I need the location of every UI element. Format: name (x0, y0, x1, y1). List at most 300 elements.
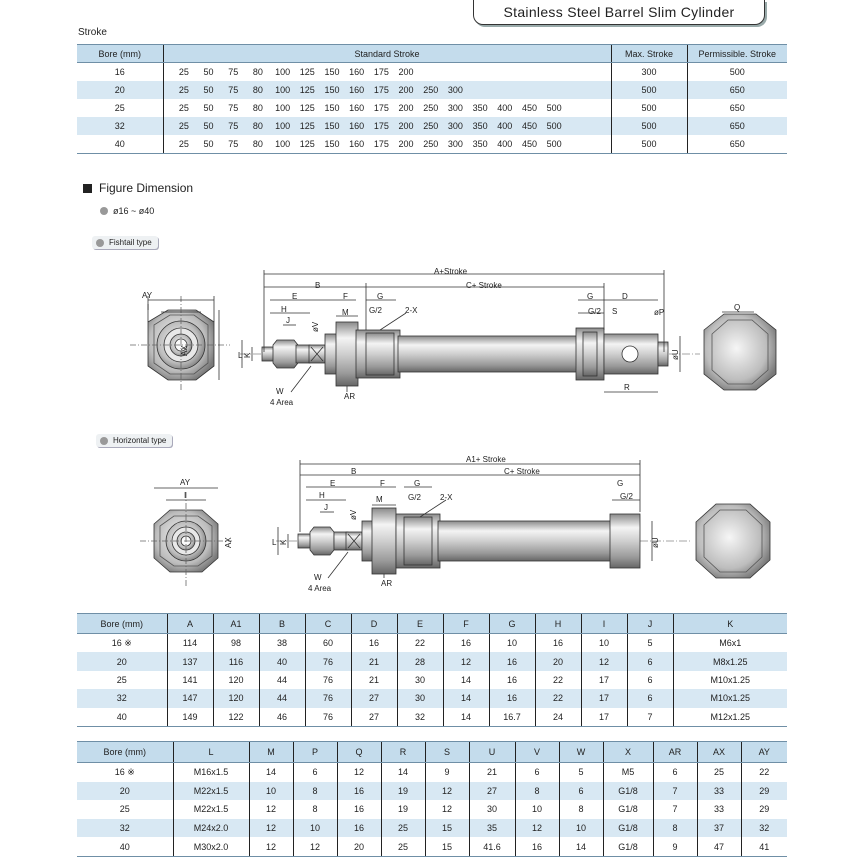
table-cell: 16 ※ (111, 637, 132, 648)
stroke-value: 125 (299, 85, 315, 95)
stroke-value: 80 (252, 103, 263, 113)
label-B: B (315, 281, 321, 290)
stroke-value: 200 (398, 139, 414, 149)
table-cell: 10 (489, 634, 535, 653)
table-cell: 27 (469, 782, 515, 801)
label-R: R (624, 383, 630, 392)
label-M: M (342, 308, 349, 317)
stroke-value: 450 (521, 121, 537, 131)
table-cell: 22 (535, 689, 581, 707)
table-cell: M10x1.25 (673, 689, 787, 707)
table-cell: 76 (305, 671, 351, 689)
stroke-value: 50 (203, 67, 214, 77)
max-stroke-cell: 500 (611, 117, 687, 135)
header-cell-2: M (249, 742, 293, 763)
stroke-value: 150 (324, 67, 340, 77)
table-cell: 29 (741, 800, 787, 819)
stroke-value: 80 (252, 139, 263, 149)
table-cell: 28 (397, 652, 443, 670)
header-cell-8: V (515, 742, 559, 763)
stroke-value: 125 (299, 103, 315, 113)
table-cell: 20 (116, 656, 127, 667)
label-K: K (243, 352, 252, 358)
table-cell: 17 (581, 708, 627, 727)
stroke-value: 250 (423, 103, 439, 113)
fishtail-rear-end-view (704, 312, 776, 390)
label-G-h: G (414, 479, 421, 488)
table-cell: 14 (443, 708, 489, 727)
stroke-value: 250 (423, 85, 439, 95)
table-row (77, 782, 787, 801)
stroke-value: 25 (178, 85, 189, 95)
table-cell: 32 (116, 693, 127, 704)
stroke-value: 200 (398, 121, 414, 131)
table-cell: 21 (351, 652, 397, 670)
table-cell: 76 (305, 689, 351, 707)
table-cell: 16.7 (489, 708, 535, 727)
label-a-plus-stroke: A+Stroke (434, 267, 468, 276)
stroke-value: 350 (472, 139, 488, 149)
stroke-value: 250 (423, 139, 439, 149)
stroke-value: 50 (203, 103, 214, 113)
header-cell-9: H (535, 614, 581, 634)
table-cell: 141 (167, 671, 213, 689)
label-H: H (281, 305, 287, 314)
bore-cell: 16 (114, 67, 125, 77)
table-cell: 7 (627, 708, 673, 727)
stroke-value: 125 (299, 139, 315, 149)
stroke-value: 300 (447, 121, 463, 131)
label-K-h: K (279, 539, 288, 545)
page-title: Stainless Steel Barrel Slim Cylinder (473, 0, 765, 25)
stroke-value: 400 (497, 121, 513, 131)
table-cell: 24 (535, 708, 581, 727)
stroke-value: 25 (178, 103, 189, 113)
label-M-h: M (376, 495, 383, 504)
stroke-value: 450 (521, 139, 537, 149)
table-cell: 25 (116, 674, 127, 685)
dimension-table-1 (77, 613, 787, 727)
label-W: W (276, 387, 284, 396)
header-cell-6: S (425, 742, 469, 763)
label-S: S (612, 307, 618, 316)
header-cell-12: K (673, 614, 787, 634)
stroke-header-2: Max. Stroke (611, 45, 687, 63)
stroke-value: 75 (228, 121, 239, 131)
table-cell: 114 (167, 634, 213, 653)
stroke-value: 50 (203, 139, 214, 149)
table-cell: 44 (259, 671, 305, 689)
stroke-value: 75 (228, 139, 239, 149)
label-G2-h-right: G/2 (620, 492, 633, 501)
stroke-value: 300 (447, 85, 463, 95)
stroke-value: 75 (228, 67, 239, 77)
table-cell: 22 (741, 763, 787, 782)
bore-range-text: ø16 ~ ø40 (113, 206, 155, 216)
label-E-h: E (330, 479, 336, 488)
label-I-h: I (184, 491, 187, 500)
table-cell: 27 (351, 708, 397, 727)
table-cell: 20 (535, 652, 581, 670)
header-cell-4: C (305, 614, 351, 634)
header-cell-9: W (559, 742, 603, 763)
stroke-value: 175 (373, 121, 389, 131)
permissible-stroke-cell: 650 (687, 135, 787, 154)
table-cell: 14 (443, 689, 489, 707)
label-AY: AY (142, 291, 153, 300)
stroke-value: 80 (252, 121, 263, 131)
label-L-h: L (272, 538, 277, 547)
stroke-section-label: Stroke (78, 27, 107, 38)
fishtail-type-text: Fishtail type (109, 238, 152, 247)
table-cell: 8 (293, 800, 337, 819)
label-AR: AR (344, 392, 356, 401)
table-cell: 25 (381, 837, 425, 856)
label-L: L (238, 351, 243, 360)
table-cell: 12 (337, 763, 381, 782)
table-cell: 16 (489, 689, 535, 707)
stroke-value: 100 (275, 85, 291, 95)
table-cell: 16 (337, 782, 381, 801)
table-cell: 47 (697, 837, 741, 856)
label-AY-h: AY (180, 478, 191, 487)
stroke-value: 400 (497, 103, 513, 113)
table-cell: 22 (535, 671, 581, 689)
table-cell: 16 (535, 634, 581, 653)
stroke-value: 200 (398, 85, 414, 95)
table-cell: 16 (489, 671, 535, 689)
header-cell-11: AR (653, 742, 697, 763)
table-cell: 12 (443, 652, 489, 670)
stroke-value: 100 (275, 103, 291, 113)
header-cell-10: I (581, 614, 627, 634)
label-E: E (292, 292, 298, 301)
permissible-stroke-cell: 650 (687, 117, 787, 135)
label-phiP: øP (654, 308, 665, 317)
table-cell: M16x1.5 (173, 763, 249, 782)
header-cell-6: E (397, 614, 443, 634)
permissible-stroke-cell: 500 (687, 63, 787, 82)
label-I: I (147, 303, 150, 312)
table-cell: 6 (653, 763, 697, 782)
table-cell: M22x1.5 (173, 800, 249, 819)
table-cell: 60 (305, 634, 351, 653)
stroke-value: 100 (275, 121, 291, 131)
table-cell: 76 (305, 708, 351, 727)
label-G2-h: G/2 (408, 493, 421, 502)
table-cell: 16 ※ (114, 766, 135, 777)
stroke-header-3: Permissible. Stroke (687, 45, 787, 63)
bore-cell: 40 (77, 135, 163, 154)
stroke-value: 150 (324, 139, 340, 149)
stroke-value: 150 (324, 85, 340, 95)
table-cell: 76 (305, 652, 351, 670)
table-cell: 33 (697, 782, 741, 801)
figure-dimension-title: Figure Dimension (99, 181, 194, 195)
table-cell: 12 (249, 800, 293, 819)
stroke-value: 175 (373, 103, 389, 113)
table-cell: 40 (77, 708, 167, 727)
max-stroke-cell: 500 (611, 81, 687, 99)
table-cell: 27 (351, 689, 397, 707)
table-cell: M5 (603, 763, 653, 782)
table-cell: 30 (397, 689, 443, 707)
table-cell: 10 (559, 819, 603, 838)
table-cell: 6 (515, 763, 559, 782)
stroke-value: 250 (423, 121, 439, 131)
label-D: D (622, 292, 628, 301)
stroke-value: 350 (472, 121, 488, 131)
stroke-value: 25 (178, 139, 189, 149)
table-cell: 12 (581, 652, 627, 670)
label-phiU-h: øU (651, 537, 660, 548)
stroke-value: 160 (349, 67, 365, 77)
header-cell-2: A1 (213, 614, 259, 634)
table-cell: 33 (697, 800, 741, 819)
label-G2: G/2 (369, 306, 382, 315)
label-G: G (377, 292, 384, 301)
stroke-value: 50 (203, 121, 214, 131)
table-cell: M30x2.0 (173, 837, 249, 856)
table-cell: 6 (627, 671, 673, 689)
stroke-value: 25 (178, 67, 189, 77)
table-cell: 98 (213, 634, 259, 653)
label-a1-plus-stroke: A1+ Stroke (466, 455, 506, 464)
stroke-value: 160 (349, 103, 365, 113)
table-cell: 14 (381, 763, 425, 782)
table-cell: 40 (259, 652, 305, 670)
horizontal-side-view (276, 460, 690, 578)
label-c-plus-stroke-h: C+ Stroke (504, 467, 540, 476)
table-cell: 32 (397, 708, 443, 727)
stroke-value: 125 (299, 67, 315, 77)
table-cell: 20 (337, 837, 381, 856)
table-cell: 14 (559, 837, 603, 856)
table-cell: 19 (381, 800, 425, 819)
header-cell-12: AX (697, 742, 741, 763)
header-cell-1: A (167, 614, 213, 634)
table-cell: 25 (697, 763, 741, 782)
table-cell: 19 (381, 782, 425, 801)
table-cell: 137 (167, 652, 213, 670)
table-cell: 22 (397, 634, 443, 653)
stroke-value: 500 (546, 103, 562, 113)
label-phiV: øV (311, 321, 320, 332)
table-cell: 20 (119, 785, 130, 796)
table-cell: 32 (741, 819, 787, 838)
stroke-value: 500 (546, 121, 562, 131)
table-cell: 25 (381, 819, 425, 838)
stroke-value: 175 (373, 85, 389, 95)
max-stroke-cell: 500 (611, 135, 687, 154)
label-J-h: J (324, 503, 328, 512)
table-cell: 120 (213, 671, 259, 689)
table-row (77, 652, 787, 670)
table-cell: 9 (425, 763, 469, 782)
table-cell: 15 (425, 837, 469, 856)
table-cell: 8 (559, 800, 603, 819)
table-row (77, 689, 787, 707)
table-cell: 16 (351, 634, 397, 653)
stroke-value: 25 (178, 121, 189, 131)
table-cell: 21 (351, 671, 397, 689)
table-cell: 44 (259, 689, 305, 707)
table-cell: 6 (559, 782, 603, 801)
max-stroke-cell: 300 (611, 63, 687, 82)
table-cell: 7 (653, 800, 697, 819)
table-cell: 10 (581, 634, 627, 653)
table-cell: 46 (259, 708, 305, 727)
header-cell-13: AY (741, 742, 787, 763)
dimension-table-2-header (77, 742, 787, 763)
stroke-value: 125 (299, 121, 315, 131)
label-B-h: B (351, 467, 357, 476)
stroke-value: 150 (324, 103, 340, 113)
stroke-value: 400 (497, 139, 513, 149)
label-c-plus-stroke: C+ Stroke (466, 281, 502, 290)
table-cell: 10 (249, 782, 293, 801)
table-cell: G1/8 (603, 800, 653, 819)
table-cell: 8 (293, 782, 337, 801)
table-cell: M24x2.0 (173, 819, 249, 838)
table-cell: 8 (515, 782, 559, 801)
table-cell: 9 (653, 837, 697, 856)
stroke-value: 200 (398, 67, 414, 77)
stroke-value: 80 (252, 67, 263, 77)
table-cell: 38 (259, 634, 305, 653)
bore-cell: 32 (114, 121, 125, 131)
table-row (77, 671, 787, 689)
table-cell: 122 (213, 708, 259, 727)
table-row (77, 708, 787, 727)
table-cell: 14 (443, 671, 489, 689)
table-cell: 15 (425, 819, 469, 838)
permissible-stroke-cell: 650 (687, 99, 787, 117)
table-row (77, 800, 787, 819)
stroke-value: 200 (398, 103, 414, 113)
label-AX: AX (180, 345, 189, 356)
table-cell: 16 (337, 819, 381, 838)
table-cell: 5 (627, 634, 673, 653)
table-cell: 12 (425, 800, 469, 819)
label-phiU: øU (671, 349, 680, 360)
dimension-table-1-header (77, 614, 787, 634)
stroke-value: 80 (252, 85, 263, 95)
header-cell-1: L (173, 742, 249, 763)
table-cell: 30 (397, 671, 443, 689)
horizontal-front-end-view (140, 488, 232, 588)
table-row (77, 634, 787, 653)
table-cell: 37 (697, 819, 741, 838)
label-H-h: H (319, 491, 325, 500)
label-area: 4 Area (270, 398, 294, 407)
header-cell-10: X (603, 742, 653, 763)
table-cell: 6 (627, 652, 673, 670)
stroke-value: 175 (373, 67, 389, 77)
table-cell: 149 (167, 708, 213, 727)
table-cell: M10x1.25 (673, 671, 787, 689)
header-cell-3: P (293, 742, 337, 763)
label-G-right: G (587, 292, 594, 301)
header-cell-7: U (469, 742, 515, 763)
table-cell: G1/8 (603, 782, 653, 801)
table-cell: 35 (469, 819, 515, 838)
table-cell: 41.6 (469, 837, 515, 856)
table-cell: M6x1 (673, 634, 787, 653)
horizontal-rear-end-view (696, 504, 770, 578)
table-cell: 8 (653, 819, 697, 838)
table-cell: G1/8 (603, 819, 653, 838)
stroke-header-0: Bore (mm) (77, 45, 163, 63)
table-cell: 21 (469, 763, 515, 782)
header-cell-4: Q (337, 742, 381, 763)
bore-cell: 25 (114, 103, 125, 113)
table-cell: 116 (213, 652, 259, 670)
table-cell: 12 (293, 837, 337, 856)
fishtail-front-end-view (130, 296, 230, 392)
table-cell: G1/8 (603, 837, 653, 856)
bore-cell: 20 (114, 85, 125, 95)
table-cell: M8x1.25 (673, 652, 787, 670)
table-cell: 120 (213, 689, 259, 707)
header-cell-5: R (381, 742, 425, 763)
table-cell: 16 (489, 652, 535, 670)
table-cell: 32 (119, 823, 130, 834)
table-row (77, 837, 787, 856)
stroke-value: 300 (447, 103, 463, 113)
table-cell: 16 (515, 837, 559, 856)
table-cell: 12 (515, 819, 559, 838)
stroke-value: 50 (203, 85, 214, 95)
stroke-value: 500 (546, 139, 562, 149)
table-cell: 12 (249, 819, 293, 838)
label-phiV-h: øV (349, 509, 358, 520)
label-G2-right: G/2 (588, 307, 601, 316)
table-cell: 10 (515, 800, 559, 819)
horizontal-type-text: Horizontal type (113, 436, 167, 445)
stroke-value: 160 (349, 121, 365, 131)
header-cell-5: D (351, 614, 397, 634)
header-cell-0: Bore (mm) (77, 742, 173, 763)
dimension-table-2 (77, 741, 787, 857)
table-row (77, 819, 787, 838)
table-cell: M12x1.25 (673, 708, 787, 727)
stroke-value: 160 (349, 85, 365, 95)
table-cell: 5 (559, 763, 603, 782)
table-cell: M22x1.5 (173, 782, 249, 801)
stroke-value: 450 (521, 103, 537, 113)
table-cell: 16 (443, 634, 489, 653)
table-cell: 14 (249, 763, 293, 782)
table-cell: 40 (77, 837, 173, 856)
stroke-value: 160 (349, 139, 365, 149)
label-F-h: F (380, 479, 385, 488)
header-cell-7: F (443, 614, 489, 634)
table-cell: 41 (741, 837, 787, 856)
table-cell: 17 (581, 671, 627, 689)
label-2X-h: 2-X (440, 493, 453, 502)
stroke-value: 175 (373, 139, 389, 149)
permissible-stroke-cell: 650 (687, 81, 787, 99)
label-AX-h: AX (224, 537, 233, 548)
stroke-value: 100 (275, 139, 291, 149)
label-W-h: W (314, 573, 322, 582)
stroke-value: 300 (447, 139, 463, 149)
label-area-h: 4 Area (308, 584, 332, 593)
stroke-value: 75 (228, 85, 239, 95)
stroke-header-1: Standard Stroke (163, 45, 611, 63)
header-cell-11: J (627, 614, 673, 634)
